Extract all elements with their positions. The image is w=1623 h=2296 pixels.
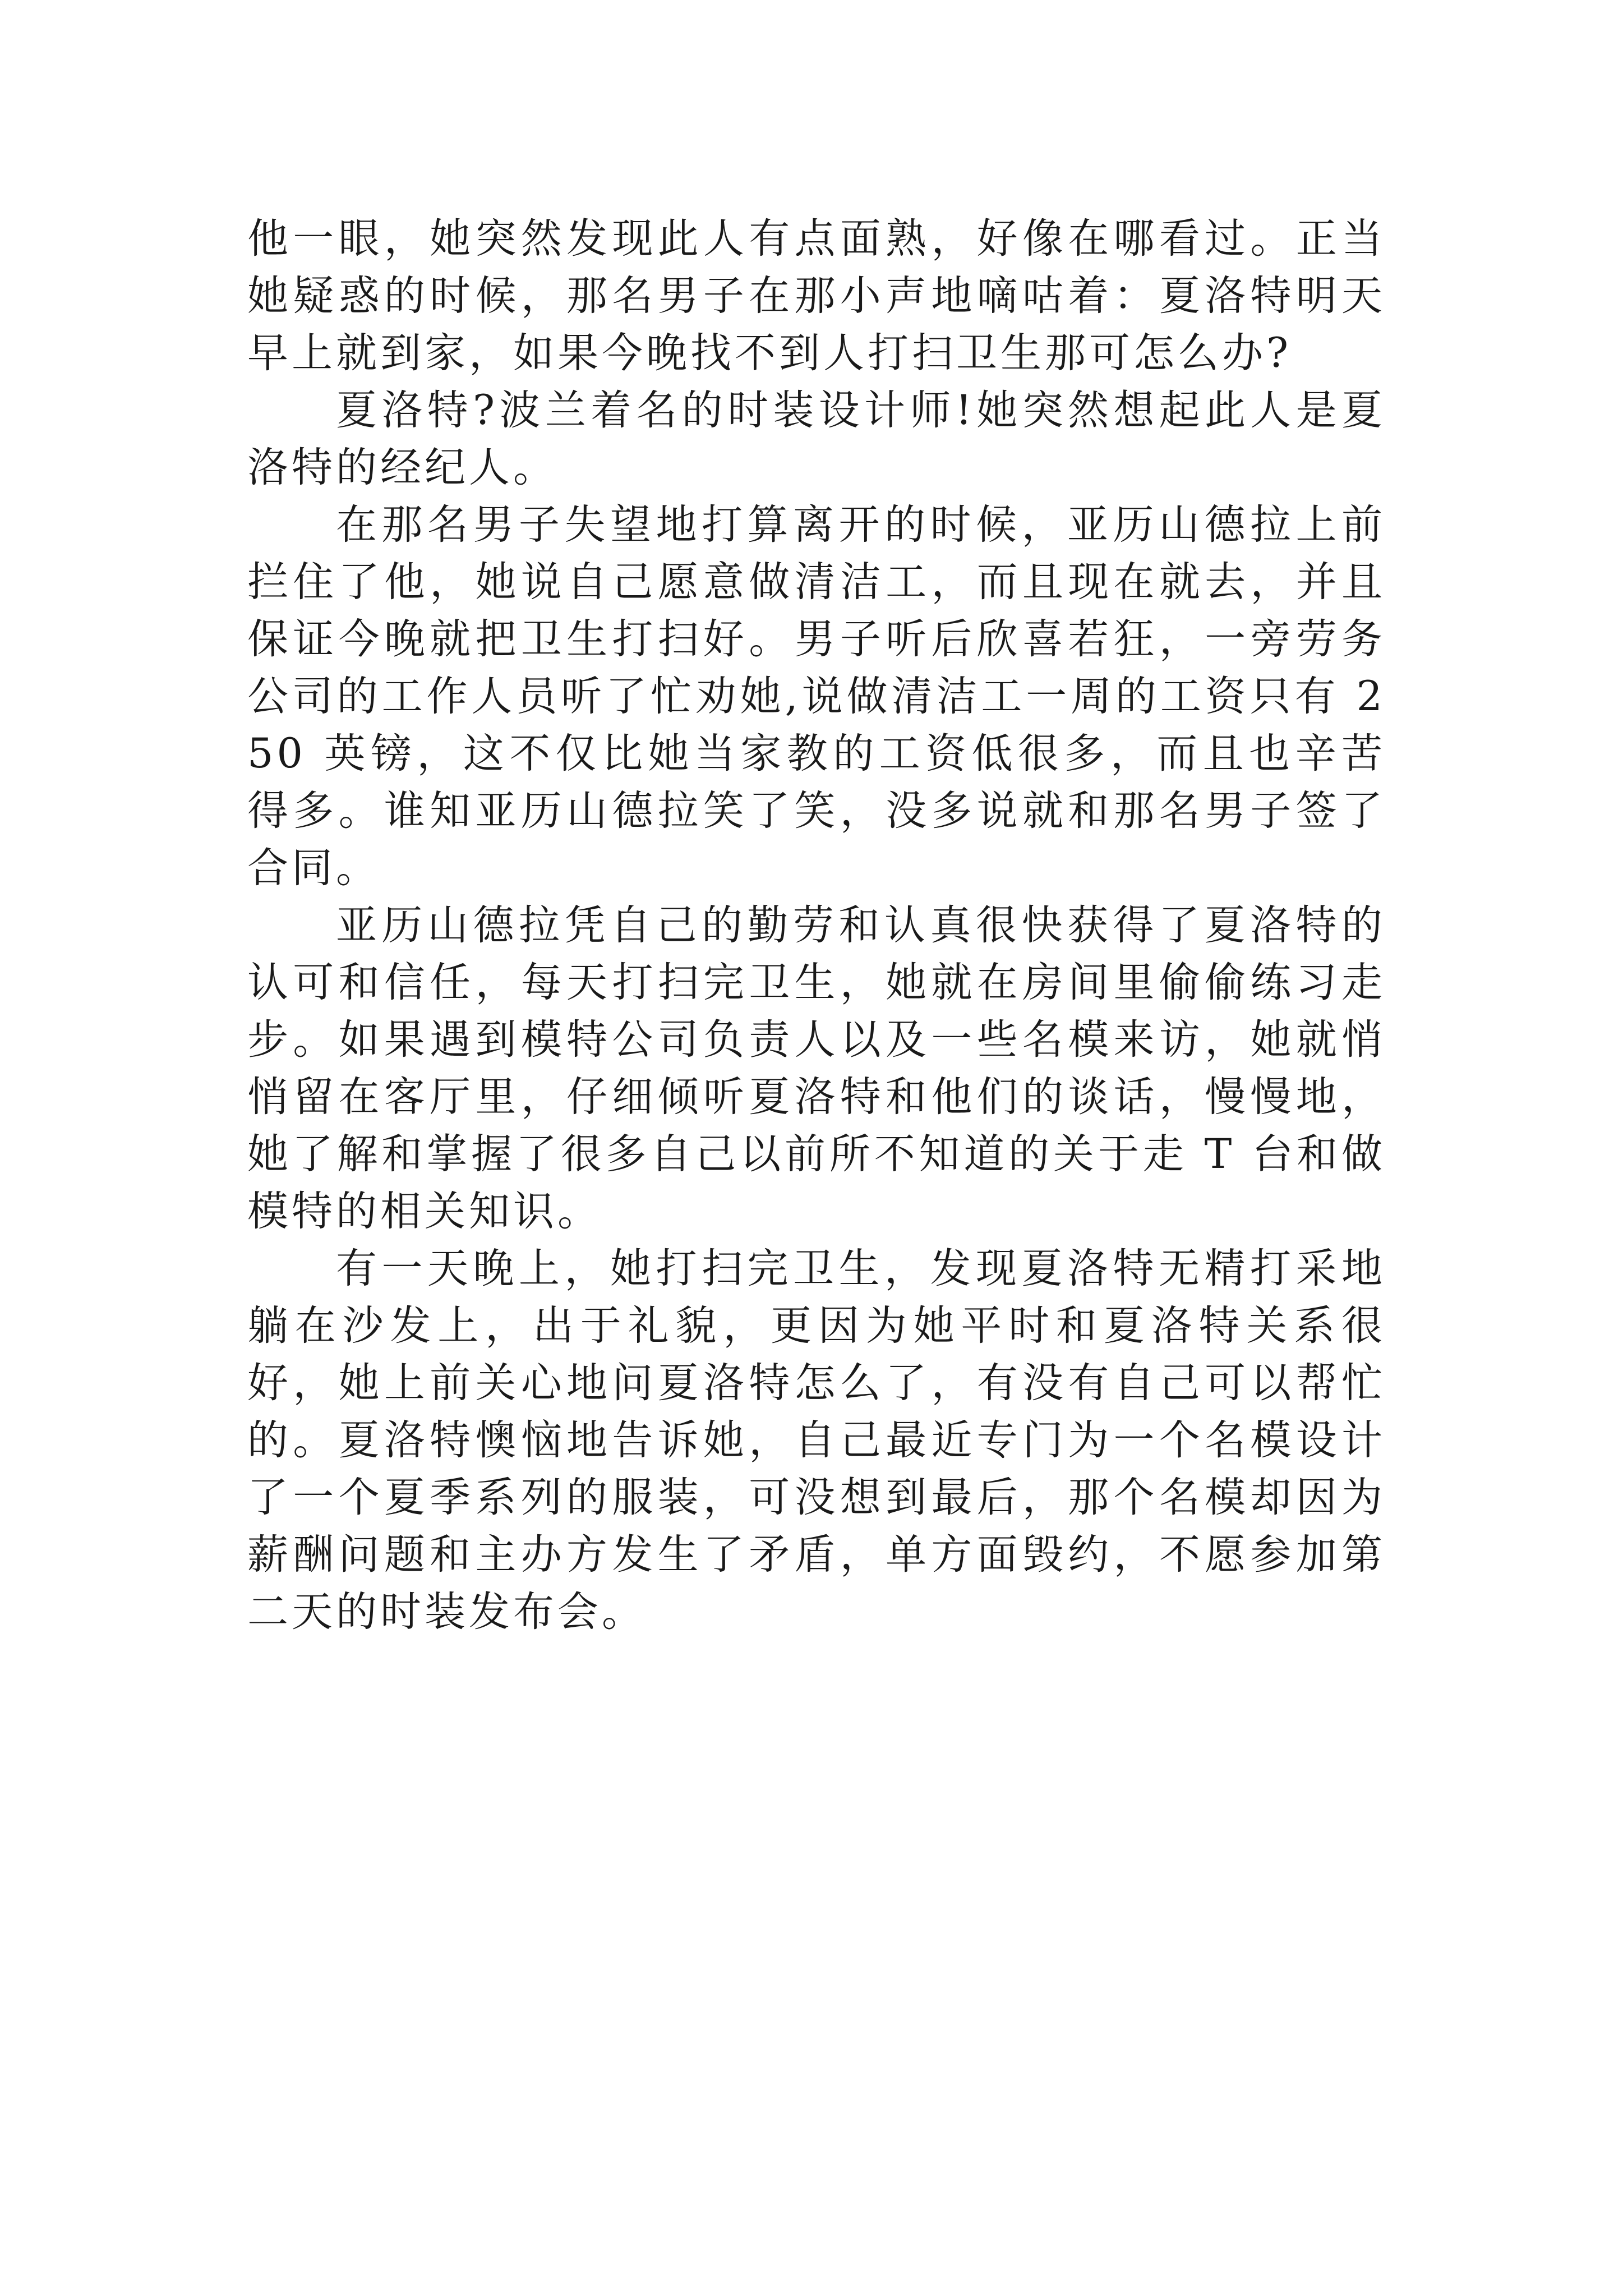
body-text	[247, 210, 1386, 1641]
paragraph-4: 亚历山德拉凭自己的勤劳和认真很快获得了夏洛特的认可和信任，每天打扫完卫生，她就在房间里偷偷练习走步。如果遇到模特公司负责人以及一些名模来访，她就悄悄留在客厅里，仔细倾听夏洛特和他们的谈话，慢慢地，她了解和掌握了很多自己以前所不知道的关于走 T 台和做模特的相关知识。	[247, 901, 1386, 1235]
paragraph-5: 有一天晚上，她打扫完卫生，发现夏洛特无精打采地躺在沙发上，出于礼貌，更因为她平时和夏洛特关系很好，她上前关心地问夏洛特怎么了，有没有自己可以帮忙的。夏洛特懊恼地告诉她，自己最近专门为一个名模设计了一个夏季系列的服装，可没想到最后，那个名模却因为薪酬问题和主办方发生了矛盾，单方面毁约，不愿参加第二天的时装发布会。	[247, 1245, 1386, 1636]
paragraph-1: 他一眼，她突然发现此人有点面熟，好像在哪看过。正当她疑惑的时候，那名男子在那小声地嘀咕着：夏洛特明天早上就到家，如果今晚找不到人打扫卫生那可怎么办?	[247, 215, 1386, 377]
paragraph-3: 在那名男子失望地打算离开的时候，亚历山德拉上前拦住了他，她说自己愿意做清洁工，而且现在就去，并且保证今晚就把卫生打扫好。男子听后欣喜若狂，一旁劳务公司的工作人员听了忙劝她,说做清洁工一周的工资只有 250 英镑，这不仅比她当家教的工资低很多，而且也辛苦得多。谁知亚历山德拉笑了笑，没多说就和那名男子签了合同。	[247, 501, 1386, 892]
paragraph-2: 夏洛特?波兰着名的时装设计师!她突然想起此人是夏洛特的经纪人。	[247, 386, 1386, 491]
